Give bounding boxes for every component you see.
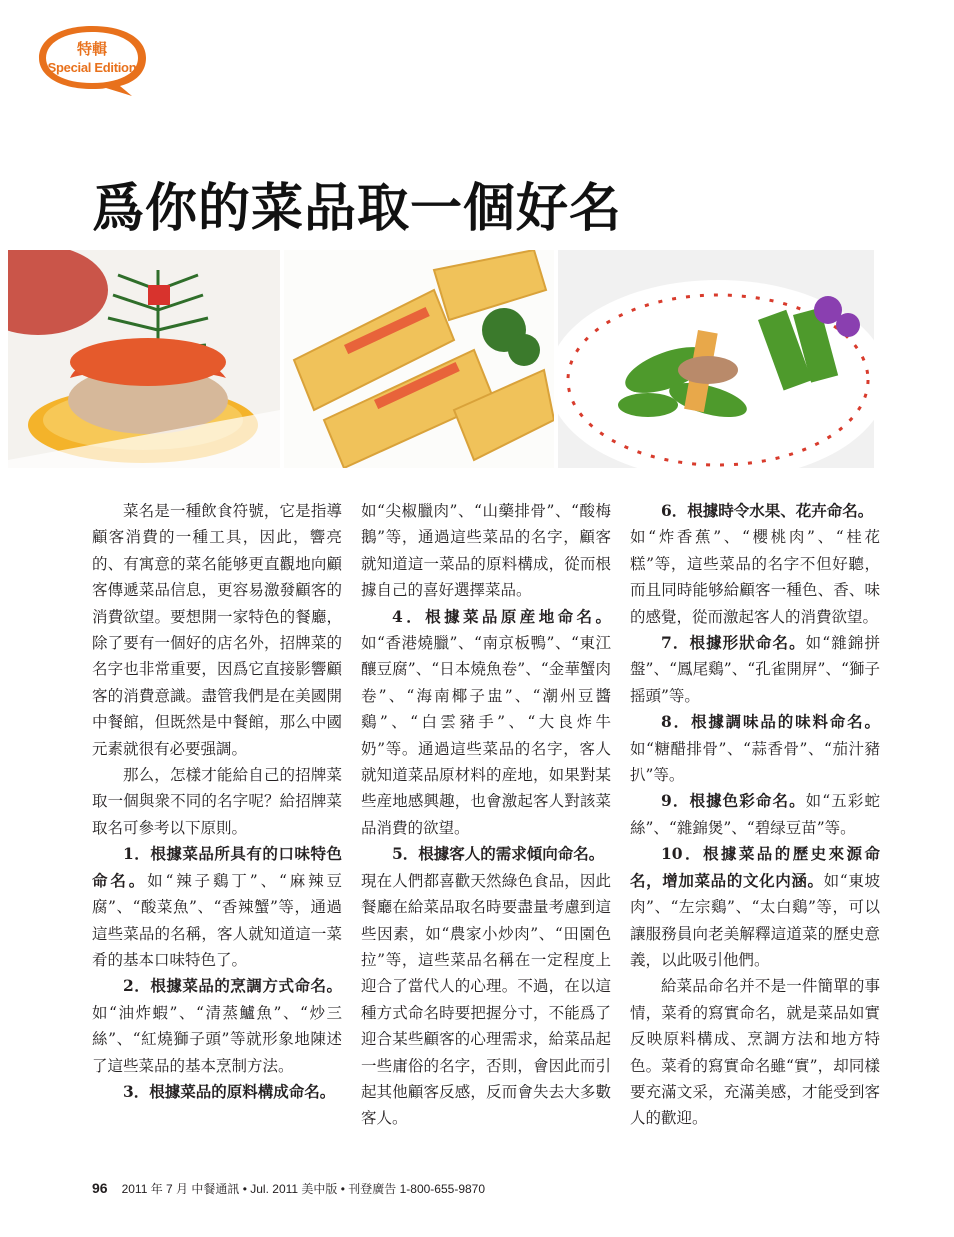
article-title: 爲你的菜品取一個好名 bbox=[92, 178, 623, 239]
principle-heading: 7．根據形狀命名。 bbox=[661, 633, 806, 653]
principle-heading: 10．根據菜品的歷史來源命名，增加菜品的文化内涵。 bbox=[630, 844, 880, 890]
paragraph bbox=[630, 630, 880, 709]
principle-heading: 3．根據菜品的原料構成命名。 bbox=[123, 1081, 336, 1101]
principle-body: 如“雜錦拼盤”、“鳳尾鷄”、“孔雀開屏”、“獅子摇頭”等。 bbox=[630, 634, 880, 705]
paragraph: 現在人們都喜歡天然綠色食品，因此餐廳在給菜品取名時要盡量考慮到這些因素，如“農家小炒肉”、“田園色拉”等，這些菜品名稱在一定程度上迎合了當代人的心理。不過，在以這種方式命名時要把握分寸，不能爲了迎合某些顧客的心理需求，給菜品起一些庸俗的名字，否則，會因此而引起其他顧客反感，反而會失去大多數客人。 bbox=[361, 871, 611, 1128]
paragraph: 如“炸香蕉”、“櫻桃肉”、“桂花糕”等，這些菜品的名字不但好聽，而且同時能够給顧客一種色、香、味的感覺，從而激起客人的消費欲望。 bbox=[630, 528, 880, 626]
paragraph bbox=[361, 604, 611, 842]
principle-body: 如“辣子鷄丁”、“麻辣豆腐”、“酸菜魚”、“香辣蟹”等，通過這些菜品的名稱，客人就知道這一菜肴的基本口味特色了。 bbox=[92, 871, 342, 969]
paragraph bbox=[92, 973, 342, 1079]
text-column-3 bbox=[630, 498, 880, 1132]
paragraph bbox=[630, 841, 880, 973]
principle-heading: 1．根據菜品所具有的口味特色命名。 bbox=[92, 844, 342, 890]
paragraph bbox=[630, 709, 880, 788]
principle-heading: 5．根據客人的需求傾向命名。 bbox=[392, 844, 605, 864]
principle-body: 如“糖醋排骨”、“蒜香骨”、“茄汁豬扒”等。 bbox=[630, 739, 880, 785]
text-column-1 bbox=[92, 498, 342, 1105]
badge-label-chinese: 特輯 bbox=[76, 40, 107, 58]
vegetable-dish-photo bbox=[558, 250, 874, 468]
page-number: 96 bbox=[92, 1180, 108, 1196]
paragraph bbox=[92, 841, 342, 973]
principle-heading: 6．根據時令水果、花卉命名。 bbox=[661, 501, 874, 520]
paragraph bbox=[630, 788, 880, 841]
photo-strip bbox=[8, 250, 874, 468]
paragraph: 菜名是一種飲食符號，它是指導顧客消費的一種工具，因此，響亮的、有寓意的菜名能够更直觀地向顧客傳遞菜品信息，更容易激發顧客的消費欲望。要想開一家特色的餐廳，除了要有一個好的店名外，招牌菜的名字也非常重要，因爲它直接影響顧客的消費意識。盡管我們是在美國開中餐館，但既然是中餐館，那么中國元素就很有必要强調。 bbox=[92, 502, 342, 758]
principle-heading: 9．根據色彩命名。 bbox=[661, 791, 806, 811]
special-edition-badge bbox=[36, 22, 154, 98]
principle-heading: 8．根據調味品的味料命名。 bbox=[661, 712, 880, 732]
footer-info: 2011 年 7 月 中餐通訊 • Jul. 2011 美中版 • 刊登廣告 1-800-655-9870 bbox=[121, 1182, 486, 1196]
principle-body: 如“東坡肉”、“左宗鷄”、“太白鷄”等，可以讓服務員向老美解釋這道菜的歷史意義，以此吸引他們。 bbox=[630, 871, 880, 969]
paragraph: 那么，怎樣才能給自己的招牌菜取一個與衆不同的名字呢？給招牌菜取名可參考以下原則。 bbox=[92, 766, 342, 837]
spring-roll-photo bbox=[284, 250, 554, 468]
crab-dish-photo bbox=[8, 250, 280, 468]
page-footer bbox=[92, 1180, 485, 1197]
principle-body: 如“香港燒臘”、“南京板鴨”、“東江釀豆腐”、“日本燒魚卷”、“金華蟹肉卷”、“海南椰子盅”、“潮州豆醬鷄”、“白雲豬手”、“大良炸牛奶”等。通過這些菜品的名字，客人就知道菜品原材料的産地，如果對某些産地感興趣，也會激起客人對該菜品消費的欲望。 bbox=[361, 634, 611, 837]
principle-heading: 4．根據菜品原産地命名。 bbox=[392, 606, 611, 626]
principle-body: 如“五彩蛇絲”、“雜錦煲”、“碧绿豆苗”等。 bbox=[630, 792, 880, 837]
principle-body: 如“油炸蝦”、“清蒸鱸魚”、“炒三絲”、“紅燒獅子頭”等就形象地陳述了這些菜品的基本烹制方法。 bbox=[92, 1003, 342, 1075]
badge-label-english: Special Edition bbox=[47, 60, 137, 75]
principle-heading: 2．根據菜品的烹調方式命名。 bbox=[123, 976, 342, 996]
text-column-2 bbox=[361, 498, 611, 1132]
paragraph: 給菜品命名并不是一件簡單的事情，菜肴的寫實命名，就是菜品如實反映原料構成、烹調方法和地方特色。菜肴的寫實命名雖“實”，却同樣要充滿文采，充滿美感，才能受到客人的歡迎。 bbox=[630, 977, 880, 1128]
paragraph: 如“尖椒臘肉”、“山藥排骨”、“酸梅鵝”等，通過這些菜品的名字，顧客就知道這一菜品的原料構成，從而根據自己的喜好選擇菜品。 bbox=[361, 502, 611, 600]
